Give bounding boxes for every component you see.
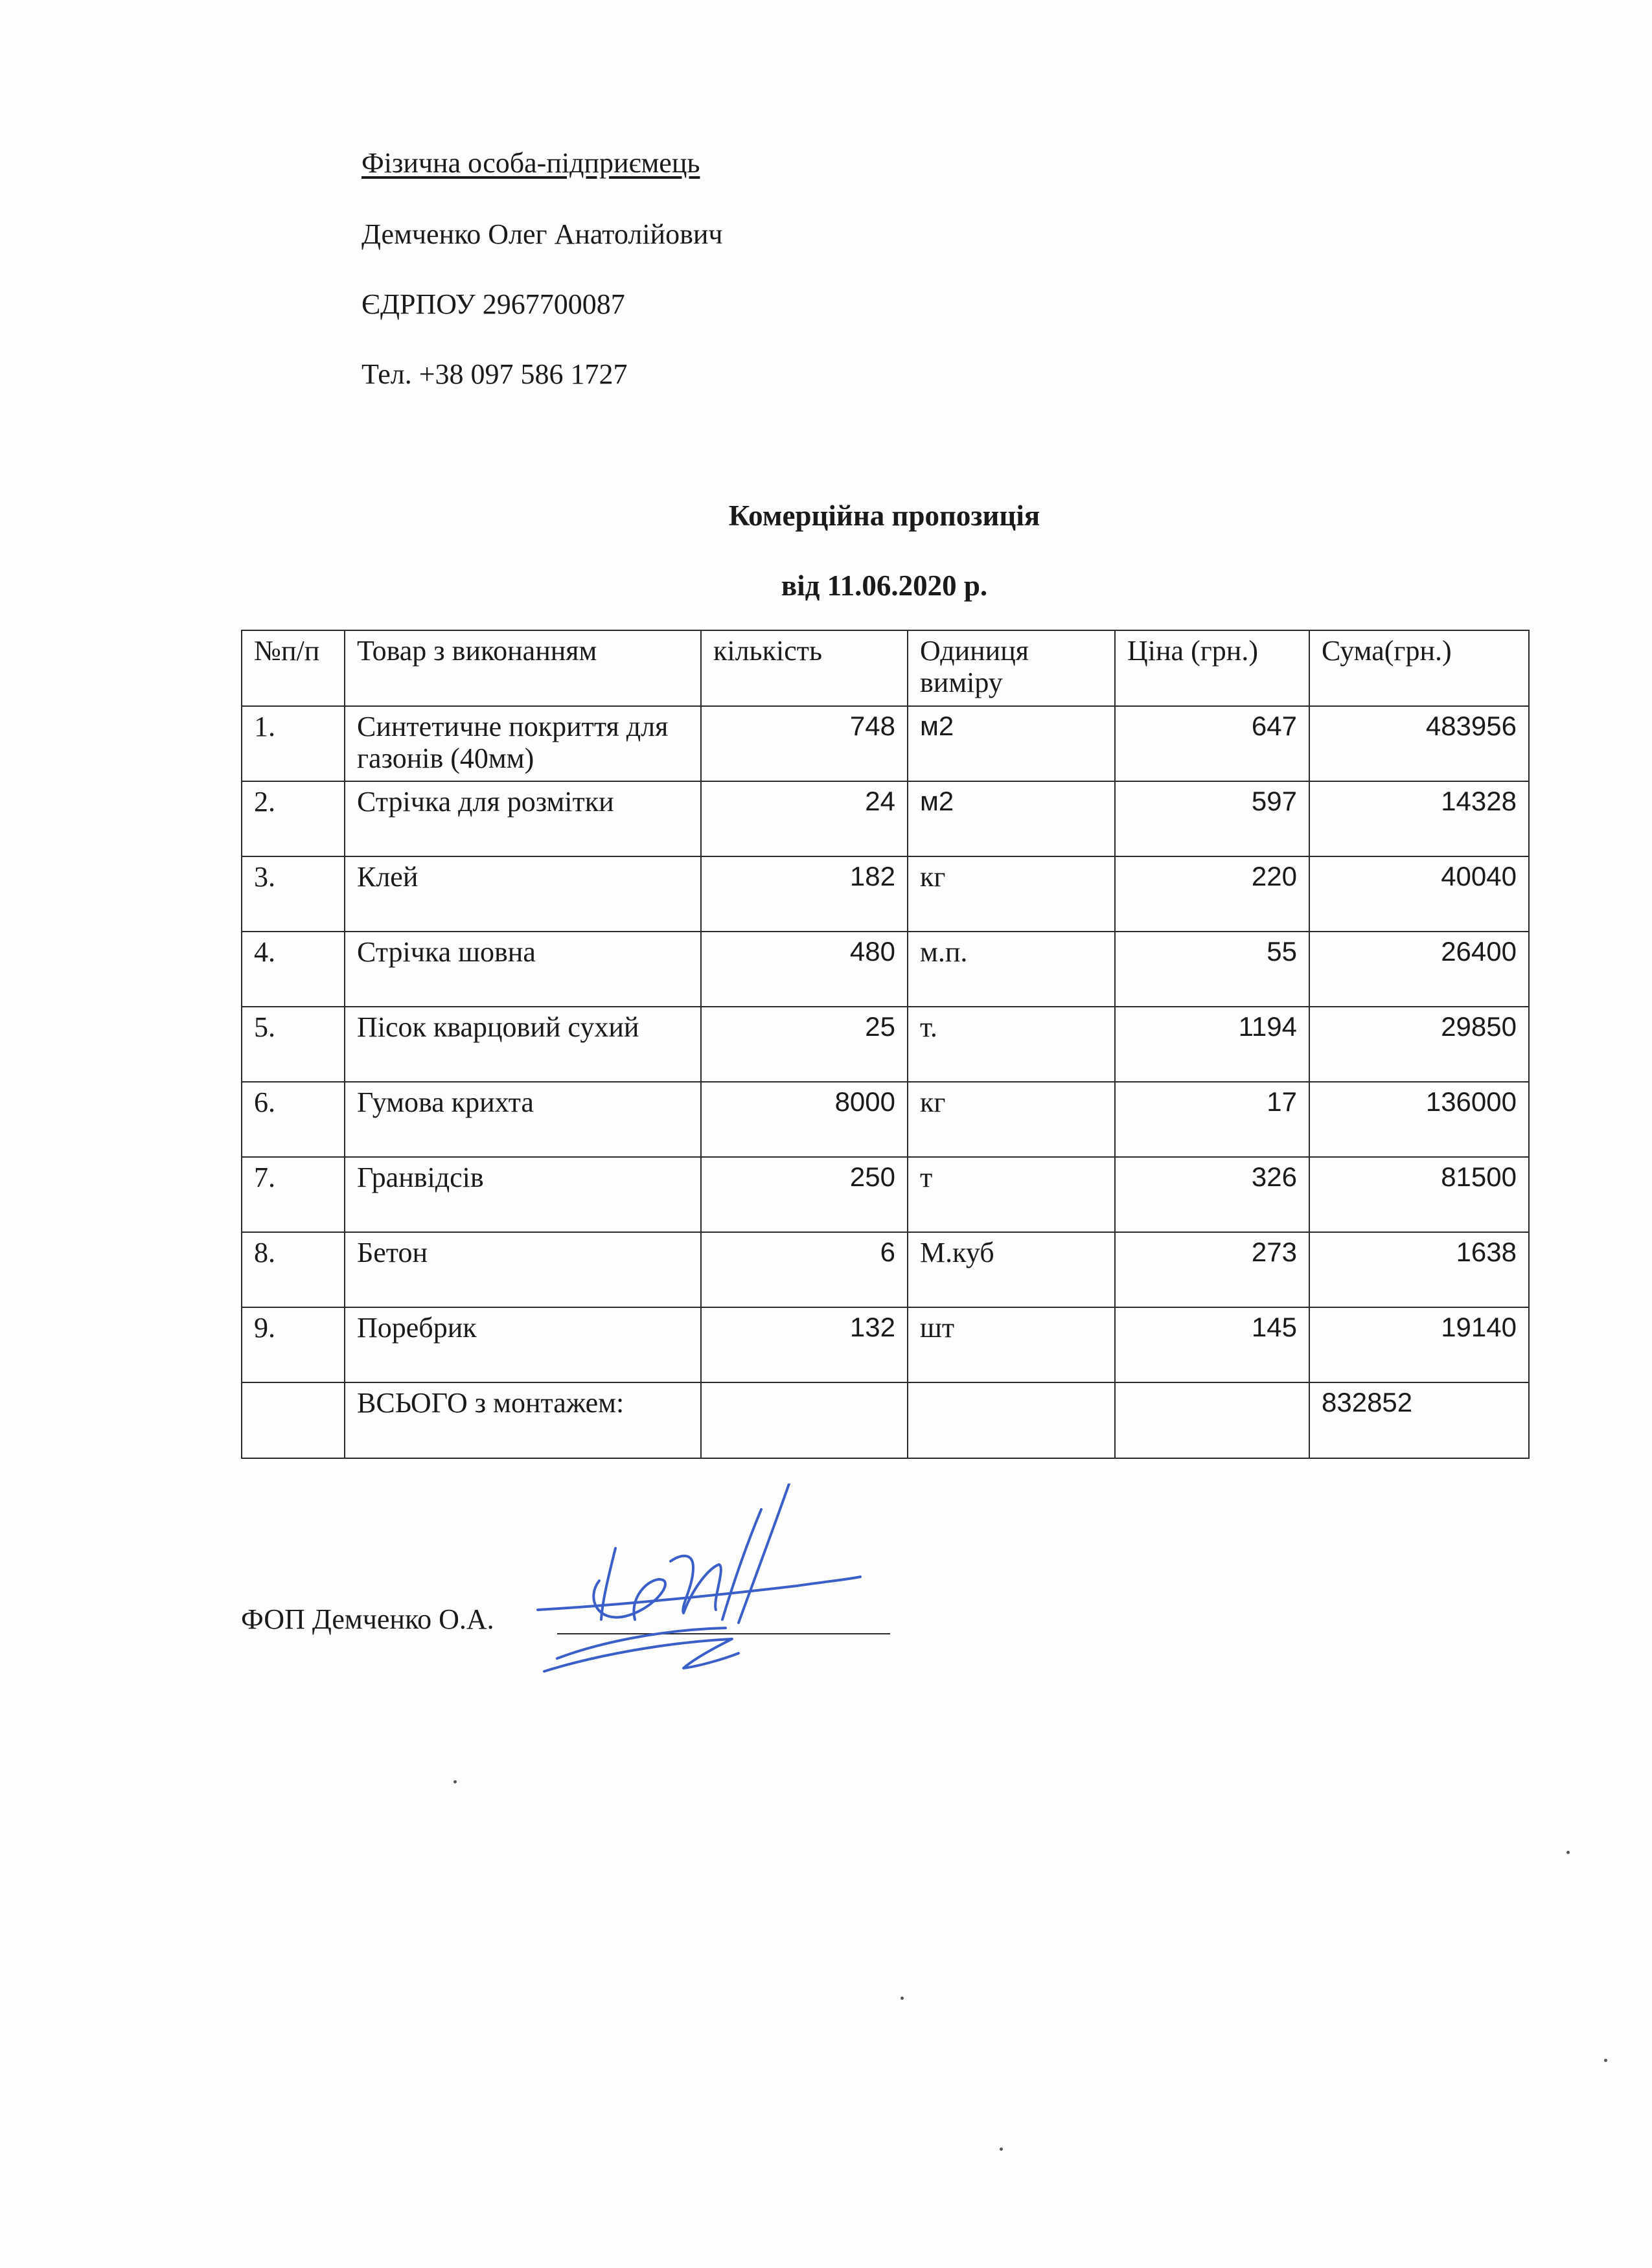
row-sum: 14328 xyxy=(1309,781,1529,856)
offer-table xyxy=(241,630,1530,1459)
entrepreneur-phone: Тел. +38 097 586 1727 xyxy=(361,358,628,390)
total-sum: 832852 xyxy=(1309,1382,1529,1458)
row-number: 9. xyxy=(242,1307,345,1382)
scan-speck xyxy=(901,1997,904,2000)
row-sum: 40040 xyxy=(1309,856,1529,932)
row-sum: 26400 xyxy=(1309,932,1529,1007)
row-price: 1194 xyxy=(1115,1007,1309,1082)
row-number: 4. xyxy=(242,932,345,1007)
row-item: Поребрик xyxy=(345,1307,701,1382)
row-sum: 136000 xyxy=(1309,1082,1529,1157)
total-empty-cell xyxy=(1115,1382,1309,1458)
entrepreneur-name: Демченко Олег Анатолійович xyxy=(361,218,723,250)
row-number: 6. xyxy=(242,1082,345,1157)
table-row xyxy=(242,706,1529,781)
row-price: 55 xyxy=(1115,932,1309,1007)
total-empty-cell xyxy=(701,1382,908,1458)
row-price: 145 xyxy=(1115,1307,1309,1382)
row-quantity: 480 xyxy=(701,932,908,1007)
row-quantity: 182 xyxy=(701,856,908,932)
table-row xyxy=(242,932,1529,1007)
scan-speck xyxy=(1604,2059,1607,2062)
row-unit: кг xyxy=(908,856,1115,932)
row-quantity: 6 xyxy=(701,1232,908,1307)
row-item: Бетон xyxy=(345,1232,701,1307)
table-row xyxy=(242,1007,1529,1082)
row-unit: М.куб xyxy=(908,1232,1115,1307)
row-sum: 483956 xyxy=(1309,706,1529,781)
row-unit: кг xyxy=(908,1082,1115,1157)
row-quantity: 132 xyxy=(701,1307,908,1382)
column-header-quantity: кількість xyxy=(701,630,908,706)
entrepreneur-code: ЄДРПОУ 2967700087 xyxy=(361,288,625,320)
row-quantity: 8000 xyxy=(701,1082,908,1157)
row-unit: м.п. xyxy=(908,932,1115,1007)
row-number: 2. xyxy=(242,781,345,856)
table-row xyxy=(242,781,1529,856)
row-unit: т. xyxy=(908,1007,1115,1082)
document-date: від 11.06.2020 р. xyxy=(781,569,988,602)
row-number: 5. xyxy=(242,1007,345,1082)
column-header-unit: Одиниця виміру xyxy=(908,630,1115,706)
table-row xyxy=(242,1232,1529,1307)
row-item: Стрічка шовна xyxy=(345,932,701,1007)
row-number: 8. xyxy=(242,1232,345,1307)
table-row xyxy=(242,1082,1529,1157)
row-item: Пісок кварцовий сухий xyxy=(345,1007,701,1082)
total-empty-cell xyxy=(908,1382,1115,1458)
table-header-row xyxy=(242,630,1529,706)
row-number: 1. xyxy=(242,706,345,781)
row-sum: 29850 xyxy=(1309,1007,1529,1082)
column-header-sum: Сума(грн.) xyxy=(1309,630,1529,706)
row-sum: 81500 xyxy=(1309,1157,1529,1232)
row-unit: шт xyxy=(908,1307,1115,1382)
row-quantity: 250 xyxy=(701,1157,908,1232)
row-sum: 1638 xyxy=(1309,1232,1529,1307)
column-header-item: Товар з виконанням xyxy=(345,630,701,706)
table-row xyxy=(242,856,1529,932)
row-sum: 19140 xyxy=(1309,1307,1529,1382)
row-price: 220 xyxy=(1115,856,1309,932)
total-label: ВСЬОГО з монтажем: xyxy=(345,1382,701,1458)
row-quantity: 24 xyxy=(701,781,908,856)
row-price: 273 xyxy=(1115,1232,1309,1307)
row-item: Стрічка для розмітки xyxy=(345,781,701,856)
row-number: 3. xyxy=(242,856,345,932)
row-quantity: 25 xyxy=(701,1007,908,1082)
column-header-number: №п/п xyxy=(242,630,345,706)
row-item: Синтетичне покриття для газонів (40мм) xyxy=(345,706,701,781)
table-total-row xyxy=(242,1382,1529,1458)
row-price: 326 xyxy=(1115,1157,1309,1232)
handwritten-signature xyxy=(518,1483,881,1697)
scan-speck xyxy=(1000,2148,1003,2151)
table-row xyxy=(242,1157,1529,1232)
row-unit: м2 xyxy=(908,781,1115,856)
row-unit: м2 xyxy=(908,706,1115,781)
row-quantity: 748 xyxy=(701,706,908,781)
document-title: Комерційна пропозиція xyxy=(728,499,1040,532)
row-price: 17 xyxy=(1115,1082,1309,1157)
total-empty-cell xyxy=(242,1382,345,1458)
column-header-price: Ціна (грн.) xyxy=(1115,630,1309,706)
row-price: 647 xyxy=(1115,706,1309,781)
row-price: 597 xyxy=(1115,781,1309,856)
row-item: Клей xyxy=(345,856,701,932)
scan-speck xyxy=(1566,1851,1570,1854)
row-number: 7. xyxy=(242,1157,345,1232)
scan-speck xyxy=(453,1780,457,1783)
row-item: Гранвідсів xyxy=(345,1157,701,1232)
table-row xyxy=(242,1307,1529,1382)
row-unit: т xyxy=(908,1157,1115,1232)
row-item: Гумова крихта xyxy=(345,1082,701,1157)
entrepreneur-type: Фізична особа-підприємець xyxy=(361,147,700,179)
signature-label: ФОП Демченко О.А. xyxy=(241,1603,494,1635)
